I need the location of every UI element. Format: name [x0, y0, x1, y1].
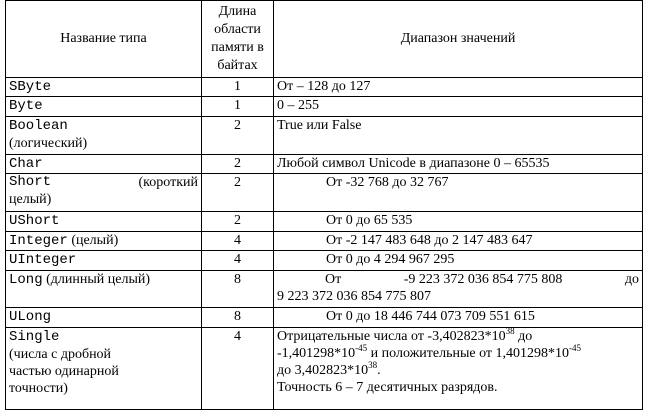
range-cell: От 0 до 4 294 967 295 [274, 251, 643, 270]
range-cell: От -9 223 372 036 854 775 808 до 9 223 372 036 854 775 807 [274, 270, 643, 308]
size-cell: 4 [202, 231, 274, 250]
type-cell: Byte [6, 97, 202, 116]
range-cell: True или False [274, 116, 643, 154]
type-cell: UInteger [6, 251, 202, 270]
size-cell: 2 [202, 174, 274, 212]
data-types-table [5, 0, 643, 410]
size-cell: 2 [202, 116, 274, 154]
size-cell: 1 [202, 77, 274, 96]
table-row [6, 154, 643, 173]
table-row [6, 231, 643, 250]
size-cell: 4 [202, 251, 274, 270]
table-header-row [6, 1, 643, 78]
table-row [6, 116, 643, 154]
table-row [6, 97, 643, 116]
type-cell: Short (короткий целый) [6, 174, 202, 212]
table-row [6, 308, 643, 327]
range-cell: От 0 до 65 535 [274, 212, 643, 231]
table-row [6, 327, 643, 409]
table-row [6, 174, 643, 212]
type-cell: SByte [6, 77, 202, 96]
range-cell: От 0 до 18 446 744 073 709 551 615 [274, 308, 643, 327]
type-cell: Single (числа с дробной частью одинарной точности) [6, 327, 202, 409]
range-cell: От – 128 до 127 [274, 77, 643, 96]
header-type-name: Название типа [6, 1, 202, 78]
range-cell: 0 – 255 [274, 97, 643, 116]
header-memory-size: Длина области памяти в байтах [202, 1, 274, 78]
header-value-range: Диапазон значений [274, 1, 643, 78]
table-row [6, 212, 643, 231]
range-cell: От -2 147 483 648 до 2 147 483 647 [274, 231, 643, 250]
type-cell: ULong [6, 308, 202, 327]
range-cell: Отрицательные числа от $-3,402823*10^{38}$ до $-1,401298*10^{-45}$ и положительные от $1,401298*10^{-45}$ до $3,402823*10^{38}$. Точность 6 – 7 десятичных разрядов. [274, 327, 643, 409]
size-cell: 8 [202, 308, 274, 327]
size-cell: 2 [202, 154, 274, 173]
range-cell: Любой символ Unicode в диапазоне 0 – 65535 [274, 154, 643, 173]
type-cell: UShort [6, 212, 202, 231]
type-cell: Boolean (логический) [6, 116, 202, 154]
type-cell: Integer (целый) [6, 231, 202, 250]
type-cell: Long (длинный целый) [6, 270, 202, 308]
size-cell: 2 [202, 212, 274, 231]
size-cell: 8 [202, 270, 274, 308]
range-cell: От -32 768 до 32 767 [274, 174, 643, 212]
type-cell: Char [6, 154, 202, 173]
size-cell: 1 [202, 97, 274, 116]
size-cell: 4 [202, 327, 274, 409]
table-row [6, 270, 643, 308]
table-row [6, 77, 643, 96]
table-row [6, 251, 643, 270]
